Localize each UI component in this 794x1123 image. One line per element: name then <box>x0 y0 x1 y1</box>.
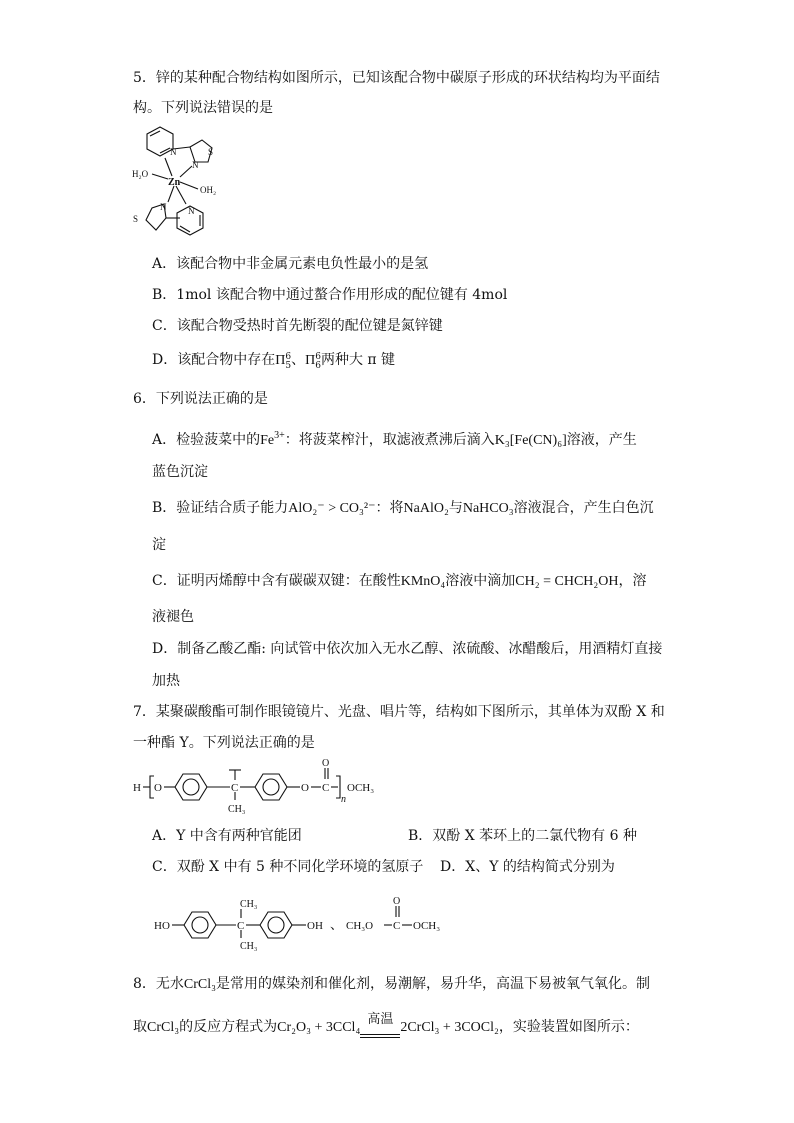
svg-text:n: n <box>341 794 346 805</box>
svg-text:OH: OH <box>307 920 323 932</box>
svg-text:、: 、 <box>330 917 344 932</box>
q8-eq-right: 2CrCl₃ + 3COCl₂ <box>400 1020 499 1035</box>
svg-text:C: C <box>393 920 401 932</box>
q5-stem-line2: 构。下列说法错误的是 <box>133 100 273 116</box>
q6-option-d-line1: D．制备乙酸乙酯: 向试管中依次加入无水乙醇、浓硫酸、冰醋酸后，用酒精灯直接 <box>152 641 663 657</box>
oh2-right-label: OH₂ <box>200 185 217 195</box>
q6-option-a-line2: 蓝色沉淀 <box>152 464 208 480</box>
svg-text:HO: HO <box>154 920 170 932</box>
q7-stem-line1: 7．某聚碳酸酯可制作眼镜镜片、光盘、唱片等，结构如下图所示，其单体为双酚 X 和 <box>133 704 665 720</box>
svg-text:C: C <box>231 782 239 794</box>
q6-option-b-line2: 淀 <box>152 537 166 553</box>
svg-text:C: C <box>322 782 330 794</box>
q5-d-suffix: 两种大 π 键 <box>320 352 396 368</box>
q5-option-a: A．该配合物中非金属元素电负性最小的是氢 <box>152 256 429 272</box>
svg-text:CH₃: CH₃ <box>240 941 258 952</box>
svg-text:O: O <box>154 782 162 794</box>
q7-stem-line2: 一种酯 Y。下列说法正确的是 <box>133 735 315 751</box>
q5-option-c: C．该配合物受热时首先断裂的配位键是氮锌键 <box>152 318 443 334</box>
polycarbonate-structure <box>130 756 400 820</box>
q5-d-prefix: D．该配合物中存在 <box>152 352 276 368</box>
svg-text:H: H <box>133 782 141 794</box>
n-label-upper-tz: N <box>192 160 199 170</box>
n-label-lower-tz: N <box>160 202 167 212</box>
svg-text:CH₃O: CH₃O <box>346 920 374 932</box>
q6-option-c-line2: 液褪色 <box>152 609 194 625</box>
q6-option-a-line1: A．检验菠菜中的$Fe^{3+}$：将菠菜榨汁，取滤液煮沸后滴入K₃[Fe(CN)₆]溶液，产生 <box>152 430 637 448</box>
q8-eq-condition: 高温 <box>367 1012 394 1027</box>
svg-text:O: O <box>301 782 309 794</box>
q5-d-sep: 、 <box>291 352 306 368</box>
svg-text:O: O <box>322 758 330 769</box>
q8-line2: 取CrCl₃的反应方程式为Cr₂O₃ + 3CCl₄ 高温 2CrCl₃ + 3COCl₂，实验装置如图所示： <box>133 1017 639 1038</box>
q5-d-pi1-idx: 6 5 <box>285 352 292 371</box>
q6-option-c-line1: C．证明丙烯醇中含有碳碳双键：在酸性KMnO₄溶液中滴加CH₂ = CHCH₂OH，溶 <box>152 573 647 589</box>
q8-eq-left: Cr₂O₃ + 3CCl₄ <box>277 1020 361 1035</box>
zn-label: Zn <box>168 177 181 188</box>
svg-text:C: C <box>237 920 245 932</box>
h2o-left-label: H₂O <box>132 169 149 179</box>
q6-stem: 6．下列说法正确的是 <box>133 391 268 407</box>
q8-eq-arrow <box>360 1012 400 1038</box>
q7-option-d: D．X、Y 的结构简式分别为 <box>440 859 615 875</box>
q7-option-b: B．双酚 X 苯环上的二氯代物有 6 种 <box>408 828 637 844</box>
svg-text:OCH₃: OCH₃ <box>413 920 441 932</box>
q5-stem-line1: 5．锌的某种配合物结构如图所示，已知该配合物中碳原子形成的环状结构均为平面结 <box>133 70 660 86</box>
s-label-lower: S <box>133 214 139 224</box>
q7-option-c: C．双酚 X 中有 5 种不同化学环境的氢原子 <box>152 859 424 875</box>
q5-option-b: B．1mol 该配合物中通过螯合作用形成的配位键有 4mol <box>152 287 508 303</box>
monomer-structures <box>150 893 460 955</box>
svg-text:CH₃: CH₃ <box>240 899 258 910</box>
q5-d-pi1: Π <box>275 353 286 368</box>
svg-text:CH₃: CH₃ <box>228 804 246 815</box>
svg-text:O: O <box>393 896 401 907</box>
n-label-lower-py: N <box>188 206 195 216</box>
q8-line1: 8．无水CrCl₃是常用的媒染剂和催化剂，易潮解，易升华，高温下易被氧气氧化。制 <box>133 976 651 992</box>
q7-option-a: A．Y 中含有两种官能团 <box>152 828 302 844</box>
svg-text:OCH₃: OCH₃ <box>347 782 375 794</box>
q5-d-pi2: Π <box>305 353 316 368</box>
q6-option-b-line1: B．验证结合质子能力AlO₂⁻ > CO₃²⁻：将NaAlO₂与NaHCO₃溶液混合，产生白色沉 <box>152 500 654 516</box>
q5-option-d <box>152 350 395 371</box>
q6-option-d-line2: 加热 <box>152 673 180 689</box>
q5-d-pi2-idx: 6 6 <box>315 352 321 371</box>
s-label-upper: S <box>208 147 214 157</box>
n-label-upper-py: N <box>170 147 177 157</box>
zinc-complex-structure <box>130 122 230 247</box>
